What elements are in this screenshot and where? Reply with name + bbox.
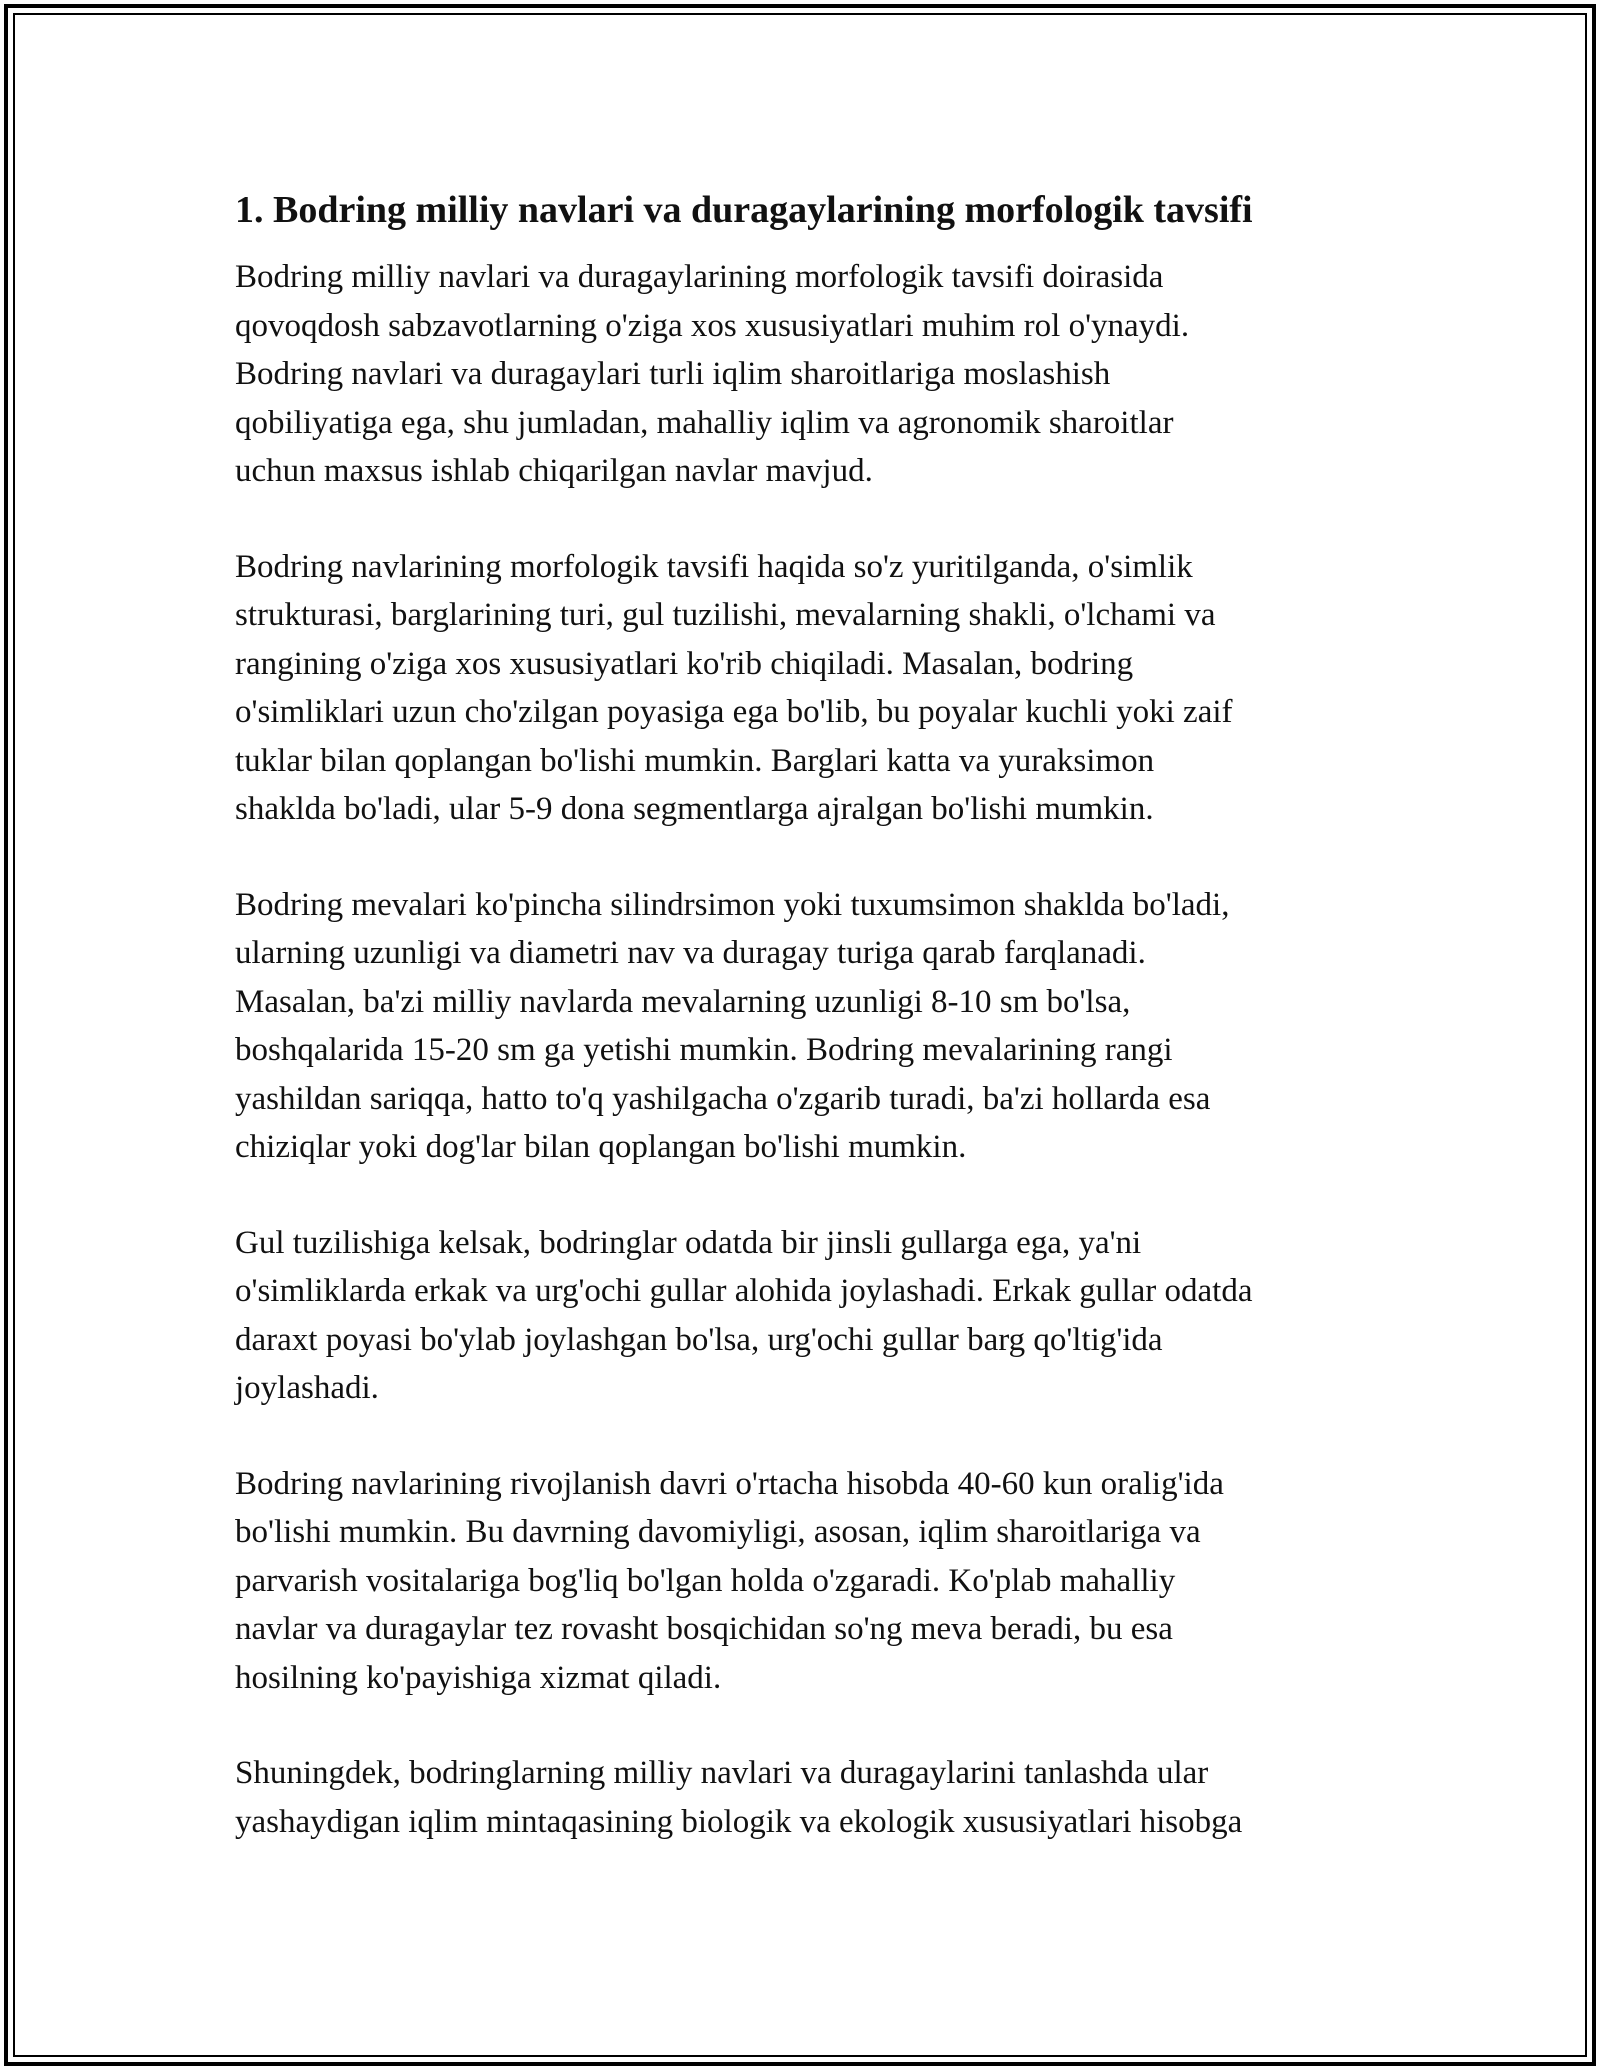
text-line: yashildan sariqqa, hatto to'q yashilgacha o'zgarib turadi, ba'zi hollarda esa [235,1080,1211,1117]
text-line: shaklda bo'ladi, ular 5-9 dona segmentlarga ajralgan bo'lishi mumkin. [235,791,1154,827]
text-line: ularning uzunligi va diametri nav va duragay turiga qarab farqlanadi. [235,935,1146,971]
text-line: Bodring mevalari ko'pincha silindrsimon yoki tuxumsimon shaklda bo'ladi, [235,886,1230,923]
text-line: hosilning ko'payishiga xizmat qiladi. [235,1659,722,1696]
text-line: Masalan, ba'zi milliy navlarda mevalarning uzunligi 8-10 sm bo'lsa, [235,983,1131,1020]
paragraph-5 [235,1460,1375,1703]
text-line: Bodring navlarining morfologik tavsifi haqida so'z yuritilganda, o'simlik [235,548,1193,585]
text-line: rangining o'ziga xos xususiyatlari ko'rib chiqiladi. Masalan, bodring [235,645,1134,682]
text-line: Bodring navlari va duragaylari turli iqlim sharoitlariga moslashish [235,356,1111,392]
paragraph-3 [235,881,1375,1172]
text-line: qobiliyatiga ega, shu jumladan, mahalliy iqlim va agronomik sharoitlar [235,404,1174,441]
paragraph-4 [235,1219,1375,1413]
text-line: yashaydigan iqlim mintaqasining biologik va ekologik xususiyatlari hisobga [235,1803,1243,1840]
text-line: o'simliklarda erkak va urg'ochi gullar alohida joylashadi. Erkak gullar odatda [235,1273,1253,1309]
text-line: navlar va duragaylar tez rovasht bosqichidan so'ng meva beradi, bu esa [235,1611,1173,1647]
text-line: strukturasi, barglarining turi, gul tuzilishi, mevalarning shakli, o'lchami va [235,597,1216,633]
text-line: o'simliklari uzun cho'zilgan poyasiga ega bo'lib, bu poyalar kuchli yoki zaif [235,694,1233,730]
text-line: Gul tuzilishiga kelsak, bodringlar odatda bir jinsli gullarga ega, ya'ni [235,1224,1142,1261]
text-line: joylashadi. [235,1370,379,1406]
text-line: qovoqdosh sabzavotlarning o'ziga xos xususiyatlari muhim rol o'ynaydi. [235,307,1190,344]
text-line: chiziqlar yoki dog'lar bilan qoplangan bo'lishi mumkin. [235,1129,967,1165]
text-line: bo'lishi mumkin. Bu davrning davomiyligi, asosan, iqlim sharoitlariga va [235,1514,1201,1550]
text-line: parvarish vositalariga bog'liq bo'lgan holda o'zgaradi. Ko'plab mahalliy [235,1562,1176,1599]
paragraph-6 [235,1749,1375,1846]
text-line: Shuningdek, bodringlarning milliy navlari va duragaylarini tanlashda ular [235,1755,1209,1791]
document-body [235,185,1375,1893]
text-line: boshqalarida 15-20 sm ga yetishi mumkin. Bodring mevalarining rangi [235,1032,1173,1068]
text-line: daraxt poyasi bo'ylab joylashgan bo'lsa, urg'ochi gullar barg qo'ltig'ida [235,1321,1163,1358]
text-line: Bodring milliy navlari va duragaylarining morfologik tavsifi doirasida [235,259,1164,295]
paragraph-2 [235,543,1375,834]
paragraph-1 [235,253,1375,496]
text-line: tuklar bilan qoplangan bo'lishi mumkin. Barglari katta va yuraksimon [235,742,1155,779]
text-line: Bodring navlarining rivojlanish davri o'rtacha hisobda 40-60 kun oralig'ida [235,1465,1224,1502]
text-line: uchun maxsus ishlab chiqarilgan navlar mavjud. [235,453,873,489]
section-heading: 1. Bodring milliy navlari va duragaylarining morfologik tavsifi [235,189,1253,231]
